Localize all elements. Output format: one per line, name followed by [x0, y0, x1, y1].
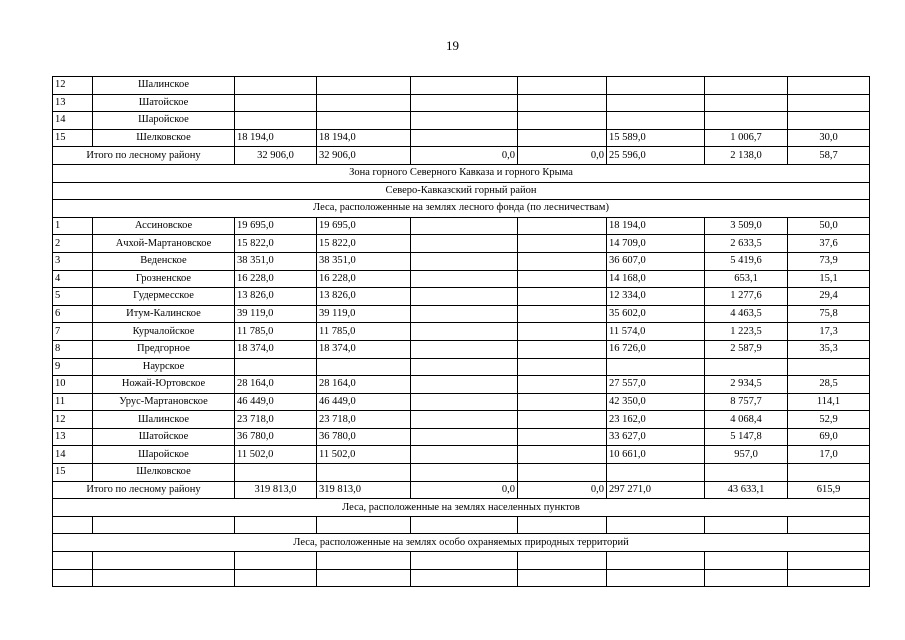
table-row	[53, 376, 870, 394]
area-value-col-1: 15 822,0	[235, 235, 317, 253]
total-value-col-1: 32 906,0	[235, 147, 317, 165]
area-value-col-1: 13 826,0	[235, 288, 317, 306]
table-row	[53, 77, 870, 95]
area-value-col-4	[518, 129, 607, 147]
area-value-col-3	[411, 358, 518, 376]
area-value-col-6: 2 633,5	[705, 235, 788, 253]
area-value-col-6: 1 223,5	[705, 323, 788, 341]
empty-cell	[518, 552, 607, 570]
area-value-col-4	[518, 235, 607, 253]
area-value-col-6	[705, 464, 788, 482]
area-value-col-2	[317, 77, 411, 95]
area-value-col-4	[518, 376, 607, 394]
total-value-col-6: 2 138,0	[705, 147, 788, 165]
area-value-col-6: 2 934,5	[705, 376, 788, 394]
area-value-col-5: 15 589,0	[607, 129, 705, 147]
total-value-col-5: 25 596,0	[607, 147, 705, 165]
row-number: 12	[53, 77, 93, 95]
area-value-col-5: 11 574,0	[607, 323, 705, 341]
area-value-col-7: 17,0	[788, 446, 870, 464]
empty-cell	[788, 516, 870, 534]
area-value-col-5	[607, 77, 705, 95]
area-value-col-1: 39 119,0	[235, 305, 317, 323]
empty-cell	[317, 552, 411, 570]
empty-cell	[93, 552, 235, 570]
forestry-name: Веденское	[93, 252, 235, 270]
table-row	[53, 323, 870, 341]
row-number: 14	[53, 112, 93, 130]
empty-cell	[411, 569, 518, 587]
area-value-col-4	[518, 340, 607, 358]
row-number: 5	[53, 288, 93, 306]
empty-cell	[607, 569, 705, 587]
area-value-col-7	[788, 112, 870, 130]
area-value-col-4	[518, 305, 607, 323]
area-value-col-5	[607, 112, 705, 130]
area-value-col-6: 4 463,5	[705, 305, 788, 323]
area-value-col-4	[518, 288, 607, 306]
area-value-col-7: 37,6	[788, 235, 870, 253]
area-value-col-6	[705, 77, 788, 95]
empty-cell	[411, 516, 518, 534]
area-value-col-1: 46 449,0	[235, 393, 317, 411]
area-value-col-2	[317, 358, 411, 376]
area-value-col-3	[411, 252, 518, 270]
area-value-col-6: 1 006,7	[705, 129, 788, 147]
row-number: 1	[53, 217, 93, 235]
area-value-col-3	[411, 288, 518, 306]
forestry-name: Шаройское	[93, 446, 235, 464]
forestry-name: Шелковское	[93, 464, 235, 482]
forestry-name: Шалинское	[93, 411, 235, 429]
table-row	[53, 340, 870, 358]
table-row	[53, 305, 870, 323]
area-value-col-7: 75,8	[788, 305, 870, 323]
row-number: 13	[53, 428, 93, 446]
area-value-col-4	[518, 393, 607, 411]
area-value-col-1: 28 164,0	[235, 376, 317, 394]
area-value-col-3	[411, 464, 518, 482]
area-value-col-6: 3 509,0	[705, 217, 788, 235]
area-value-col-1: 18 374,0	[235, 340, 317, 358]
area-value-col-5: 14 168,0	[607, 270, 705, 288]
forest-fund-header-row	[53, 200, 870, 218]
row-number: 6	[53, 305, 93, 323]
empty-row	[53, 516, 870, 534]
table-row	[53, 252, 870, 270]
area-value-col-3	[411, 376, 518, 394]
empty-cell	[53, 569, 93, 587]
area-value-col-5: 27 557,0	[607, 376, 705, 394]
area-value-col-7: 50,0	[788, 217, 870, 235]
forestry-name: Урус-Мартановское	[93, 393, 235, 411]
area-value-col-1	[235, 358, 317, 376]
table-row	[53, 464, 870, 482]
area-value-col-6	[705, 94, 788, 112]
total-value-col-5: 297 271,0	[607, 481, 705, 499]
forestry-name: Ножай-Юртовское	[93, 376, 235, 394]
empty-cell	[518, 516, 607, 534]
table-row	[53, 129, 870, 147]
area-value-col-4	[518, 358, 607, 376]
area-value-col-6	[705, 112, 788, 130]
row-number: 11	[53, 393, 93, 411]
area-value-col-6: 8 757,7	[705, 393, 788, 411]
area-value-col-5: 14 709,0	[607, 235, 705, 253]
area-value-col-3	[411, 428, 518, 446]
area-value-col-4	[518, 464, 607, 482]
area-value-col-5	[607, 94, 705, 112]
empty-cell	[788, 569, 870, 587]
empty-cell	[93, 569, 235, 587]
forest-fund-header: Леса, расположенные на землях лесного фонда (по лесничествам)	[53, 200, 870, 218]
area-value-col-7: 17,3	[788, 323, 870, 341]
protected-areas-header-row	[53, 534, 870, 552]
area-value-col-6: 4 068,4	[705, 411, 788, 429]
empty-cell	[788, 552, 870, 570]
empty-cell	[607, 516, 705, 534]
empty-cell	[53, 516, 93, 534]
area-value-col-3	[411, 235, 518, 253]
area-value-col-2: 19 695,0	[317, 217, 411, 235]
area-value-col-1: 11 502,0	[235, 446, 317, 464]
area-value-col-7: 30,0	[788, 129, 870, 147]
row-number: 14	[53, 446, 93, 464]
row-number: 10	[53, 376, 93, 394]
area-value-col-1: 23 718,0	[235, 411, 317, 429]
area-value-col-7: 15,1	[788, 270, 870, 288]
zone-header: Зона горного Северного Кавказа и горного Крыма	[53, 164, 870, 182]
table-row	[53, 288, 870, 306]
area-value-col-5: 23 162,0	[607, 411, 705, 429]
row-number: 13	[53, 94, 93, 112]
area-value-col-4	[518, 270, 607, 288]
area-value-col-3	[411, 270, 518, 288]
forestry-name: Ассиновское	[93, 217, 235, 235]
table-row	[53, 112, 870, 130]
empty-row	[53, 569, 870, 587]
forestry-name: Итум-Калинское	[93, 305, 235, 323]
area-value-col-4	[518, 94, 607, 112]
settlements-header: Леса, расположенные на землях населенных пунктов	[53, 499, 870, 517]
area-value-col-5: 10 661,0	[607, 446, 705, 464]
area-value-col-7	[788, 77, 870, 95]
area-value-col-2	[317, 464, 411, 482]
area-value-col-2	[317, 112, 411, 130]
area-value-col-6	[705, 358, 788, 376]
empty-cell	[705, 516, 788, 534]
total-value-col-7: 58,7	[788, 147, 870, 165]
area-value-col-6: 1 277,6	[705, 288, 788, 306]
area-value-col-2: 11 785,0	[317, 323, 411, 341]
area-value-col-2: 39 119,0	[317, 305, 411, 323]
area-value-col-1: 19 695,0	[235, 217, 317, 235]
area-value-col-5: 33 627,0	[607, 428, 705, 446]
area-value-col-1	[235, 94, 317, 112]
total-label: Итого по лесному району	[53, 481, 235, 499]
area-value-col-4	[518, 77, 607, 95]
empty-cell	[235, 569, 317, 587]
empty-cell	[93, 516, 235, 534]
settlements-header-row	[53, 499, 870, 517]
row-number: 8	[53, 340, 93, 358]
area-value-col-2: 28 164,0	[317, 376, 411, 394]
area-value-col-5: 16 726,0	[607, 340, 705, 358]
total-value-col-1: 319 813,0	[235, 481, 317, 499]
area-value-col-7: 29,4	[788, 288, 870, 306]
empty-cell	[518, 569, 607, 587]
area-value-col-3	[411, 112, 518, 130]
table-row	[53, 217, 870, 235]
area-value-col-7	[788, 94, 870, 112]
table-row	[53, 428, 870, 446]
area-value-col-4	[518, 411, 607, 429]
protected-areas-header: Леса, расположенные на землях особо охраняемых природных территорий	[53, 534, 870, 552]
area-value-col-1	[235, 77, 317, 95]
page-number: 19	[446, 38, 459, 53]
area-value-col-2	[317, 94, 411, 112]
empty-cell	[705, 569, 788, 587]
row-number: 4	[53, 270, 93, 288]
empty-cell	[705, 552, 788, 570]
area-value-col-7: 114,1	[788, 393, 870, 411]
area-value-col-5: 18 194,0	[607, 217, 705, 235]
forestry-name: Шелковское	[93, 129, 235, 147]
district-header: Северо-Кавказский горный район	[53, 182, 870, 200]
area-value-col-2: 23 718,0	[317, 411, 411, 429]
area-value-col-5: 36 607,0	[607, 252, 705, 270]
area-value-col-4	[518, 428, 607, 446]
total-value-col-4: 0,0	[518, 481, 607, 499]
area-value-col-2: 13 826,0	[317, 288, 411, 306]
area-value-col-3	[411, 411, 518, 429]
total-value-col-6: 43 633,1	[705, 481, 788, 499]
area-value-col-7: 52,9	[788, 411, 870, 429]
area-value-col-3	[411, 323, 518, 341]
total-value-col-2: 319 813,0	[317, 481, 411, 499]
table-row	[53, 411, 870, 429]
area-value-col-3	[411, 446, 518, 464]
area-value-col-4	[518, 252, 607, 270]
district-header-row	[53, 182, 870, 200]
area-value-col-1	[235, 464, 317, 482]
forestry-name: Наурское	[93, 358, 235, 376]
area-value-col-5	[607, 358, 705, 376]
area-value-col-6: 653,1	[705, 270, 788, 288]
row-number: 12	[53, 411, 93, 429]
total-row	[53, 147, 870, 165]
area-value-col-2: 18 374,0	[317, 340, 411, 358]
area-value-col-5	[607, 464, 705, 482]
area-value-col-3	[411, 305, 518, 323]
area-value-col-6: 957,0	[705, 446, 788, 464]
area-value-col-3	[411, 129, 518, 147]
area-value-col-2: 15 822,0	[317, 235, 411, 253]
area-value-col-4	[518, 112, 607, 130]
area-value-col-6: 2 587,9	[705, 340, 788, 358]
empty-cell	[317, 516, 411, 534]
area-value-col-7	[788, 358, 870, 376]
area-value-col-4	[518, 446, 607, 464]
area-value-col-4	[518, 217, 607, 235]
forestry-name: Гудермесское	[93, 288, 235, 306]
area-value-col-5: 12 334,0	[607, 288, 705, 306]
row-number: 15	[53, 464, 93, 482]
forestry-name: Ачхой-Мартановское	[93, 235, 235, 253]
area-value-col-6: 5 419,6	[705, 252, 788, 270]
area-value-col-2: 16 228,0	[317, 270, 411, 288]
empty-cell	[411, 552, 518, 570]
forestry-name: Шалинское	[93, 77, 235, 95]
empty-row	[53, 552, 870, 570]
area-value-col-2: 11 502,0	[317, 446, 411, 464]
area-value-col-1: 11 785,0	[235, 323, 317, 341]
empty-cell	[235, 552, 317, 570]
area-value-col-1: 16 228,0	[235, 270, 317, 288]
table-row	[53, 358, 870, 376]
total-value-col-3: 0,0	[411, 147, 518, 165]
area-value-col-7: 73,9	[788, 252, 870, 270]
area-value-col-4	[518, 323, 607, 341]
area-value-col-3	[411, 94, 518, 112]
area-value-col-3	[411, 77, 518, 95]
area-value-col-7: 35,3	[788, 340, 870, 358]
forestry-name: Шатойское	[93, 428, 235, 446]
table-row	[53, 393, 870, 411]
row-number: 15	[53, 129, 93, 147]
total-value-col-7: 615,9	[788, 481, 870, 499]
empty-cell	[235, 516, 317, 534]
forestry-name: Грозненское	[93, 270, 235, 288]
total-label: Итого по лесному району	[53, 147, 235, 165]
area-value-col-7	[788, 464, 870, 482]
forestry-name: Шаройское	[93, 112, 235, 130]
area-value-col-7: 69,0	[788, 428, 870, 446]
zone-header-row	[53, 164, 870, 182]
area-value-col-1: 36 780,0	[235, 428, 317, 446]
area-value-col-2: 46 449,0	[317, 393, 411, 411]
area-value-col-2: 38 351,0	[317, 252, 411, 270]
total-value-col-4: 0,0	[518, 147, 607, 165]
area-value-col-3	[411, 393, 518, 411]
area-value-col-5: 42 350,0	[607, 393, 705, 411]
table-row	[53, 235, 870, 253]
forestry-name: Предгорное	[93, 340, 235, 358]
table-row	[53, 94, 870, 112]
area-value-col-3	[411, 340, 518, 358]
forest-area-table	[52, 76, 870, 587]
total-value-col-2: 32 906,0	[317, 147, 411, 165]
row-number: 7	[53, 323, 93, 341]
area-value-col-6: 5 147,8	[705, 428, 788, 446]
empty-cell	[53, 552, 93, 570]
area-value-col-2: 18 194,0	[317, 129, 411, 147]
area-value-col-1	[235, 112, 317, 130]
area-value-col-5: 35 602,0	[607, 305, 705, 323]
empty-cell	[607, 552, 705, 570]
total-value-col-3: 0,0	[411, 481, 518, 499]
table-row	[53, 270, 870, 288]
total-row	[53, 481, 870, 499]
row-number: 9	[53, 358, 93, 376]
row-number: 3	[53, 252, 93, 270]
empty-cell	[317, 569, 411, 587]
area-value-col-1: 18 194,0	[235, 129, 317, 147]
area-value-col-7: 28,5	[788, 376, 870, 394]
row-number: 2	[53, 235, 93, 253]
forestry-name: Шатойское	[93, 94, 235, 112]
area-value-col-1: 38 351,0	[235, 252, 317, 270]
area-value-col-2: 36 780,0	[317, 428, 411, 446]
forestry-name: Курчалойское	[93, 323, 235, 341]
table-row	[53, 446, 870, 464]
area-value-col-3	[411, 217, 518, 235]
